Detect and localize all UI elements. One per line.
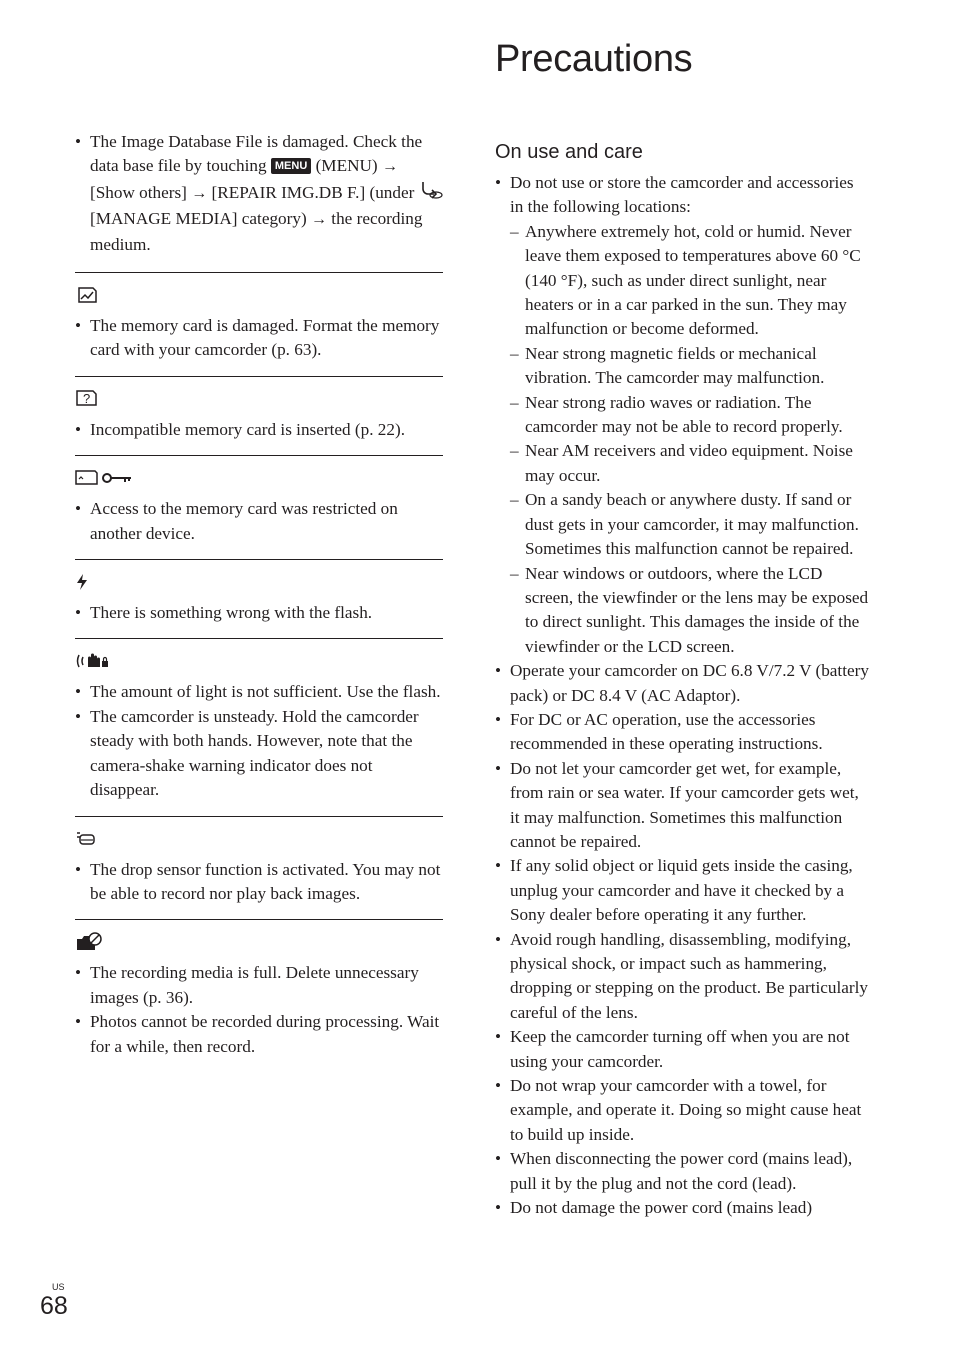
list-item: • The drop sensor function is activated. You may not be able to record nor play back images. bbox=[75, 858, 443, 907]
list-item: • Avoid rough handling, disassembling, modifying, physical shock, or impact such as hammering, dropping or stepping on the product. Be particularly careful of the lens. bbox=[495, 928, 869, 1026]
region-code: US bbox=[52, 1282, 65, 1292]
flash-icon bbox=[75, 570, 443, 593]
intro-text-4: [REPAIR IMG.DB F.] (under bbox=[211, 182, 415, 202]
list-item: • Do not damage the power cord (mains lead) bbox=[495, 1196, 869, 1220]
intro-text-2: (MENU) bbox=[315, 156, 378, 176]
list-item: • For DC or AC operation, use the accessories recommended in these operating instructions. bbox=[495, 708, 869, 757]
svg-text:?: ? bbox=[83, 391, 91, 407]
list-item bbox=[75, 130, 443, 257]
list-item: • When disconnecting the power cord (mains lead), pull it by the plug and not the cord (lead). bbox=[495, 1147, 869, 1196]
list-item: • Do not let your camcorder get wet, for example, from rain or sea water. If your camcorder gets wet, it may malfunction. Sometimes this malfunction cannot be repaired. bbox=[495, 757, 869, 855]
section-card-incompatible bbox=[75, 376, 443, 455]
sub-list-item: – Near AM receivers and video equipment. Noise may occur. bbox=[510, 439, 869, 488]
list-item: • Keep the camcorder turning off when you are not using your camcorder. bbox=[495, 1025, 869, 1074]
list-item: • The camcorder is unsteady. Hold the camcorder steady with both hands. However, note that the camera-shake warning indicator does not disappear. bbox=[75, 705, 443, 803]
list-item bbox=[495, 171, 869, 659]
arrow-right-icon: → bbox=[311, 211, 327, 229]
section-photo-full bbox=[75, 919, 443, 1072]
card-damaged-icon bbox=[75, 283, 443, 306]
list-item: • The amount of light is not sufficient. Use the flash. bbox=[75, 680, 443, 704]
list-item: • Access to the memory card was restricted on another device. bbox=[75, 497, 443, 546]
section-camera-shake bbox=[75, 638, 443, 815]
arrow-right-icon: → bbox=[191, 184, 208, 202]
list-item: • If any solid object or liquid gets inside the casing, unplug your camcorder and have it checked by a Sony dealer before operating it any further. bbox=[495, 854, 869, 927]
care-list bbox=[495, 171, 869, 1220]
locations-list bbox=[510, 220, 869, 659]
list-item: • There is something wrong with the flash. bbox=[75, 601, 443, 625]
sub-list-item: – Near strong magnetic fields or mechanical vibration. The camcorder may malfunction. bbox=[510, 342, 869, 391]
menu-button-icon: MENU bbox=[271, 158, 311, 174]
sub-list-item: – Near windows or outdoors, where the LCD screen, the viewfinder or the lens may be exposed to direct sunlight. This damages the inside of the viewfinder or the LCD screen. bbox=[510, 562, 869, 660]
sub-list-item: – Anywhere extremely hot, cold or humid. Never leave them exposed to temperatures above 60 °C (140 °F), such as under direct sunlight, near heaters or in a car parked in the sun. They may malfunction or become deformed. bbox=[510, 220, 869, 342]
arrow-right-icon: → bbox=[381, 158, 398, 176]
section-card-locked bbox=[75, 455, 443, 559]
list-item: • Incompatible memory card is inserted (p. 22). bbox=[75, 418, 443, 442]
sub-list-item: – Near strong radio waves or radiation. The camcorder may not be able to record properly. bbox=[510, 391, 869, 440]
intro-list bbox=[75, 130, 443, 257]
list-item: • The memory card is damaged. Format the memory card with your camcorder (p. 63). bbox=[75, 314, 443, 363]
list-item: • Operate your camcorder on DC 6.8 V/7.2 V (battery pack) or DC 8.4 V (AC Adaptor). bbox=[495, 659, 869, 708]
page-title: Precautions bbox=[495, 38, 693, 80]
intro-text-5: [MANAGE MEDIA] category) bbox=[90, 209, 307, 229]
intro-text-3: [Show others] bbox=[90, 182, 187, 202]
manage-media-icon bbox=[419, 180, 443, 207]
photo-full-icon bbox=[75, 930, 443, 953]
drop-sensor-icon bbox=[75, 827, 443, 850]
left-column bbox=[75, 130, 443, 1072]
list-item-text: Do not use or store the camcorder and accessories in the following locations: bbox=[510, 173, 854, 217]
sub-list-item: – On a sandy beach or anywhere dusty. If sand or dust gets in your camcorder, it may malfunction. Sometimes this malfunction cannot be repaired. bbox=[510, 488, 869, 561]
section-heading: On use and care bbox=[495, 141, 643, 163]
card-locked-icon bbox=[75, 466, 443, 489]
list-item: • Photos cannot be recorded during processing. Wait for a while, then record. bbox=[75, 1010, 443, 1059]
camera-shake-icon bbox=[75, 649, 443, 672]
right-column bbox=[495, 171, 869, 1220]
section-flash bbox=[75, 559, 443, 638]
section-card-damaged bbox=[75, 272, 443, 376]
section-drop-sensor bbox=[75, 816, 443, 920]
card-incompatible-icon bbox=[75, 387, 443, 410]
list-item: • Do not wrap your camcorder with a towel, for example, and operate it. Doing so might cause heat to build up inside. bbox=[495, 1074, 869, 1147]
intro-text-6: the recording medium. bbox=[90, 209, 423, 254]
list-item: • The recording media is full. Delete unnecessary images (p. 36). bbox=[75, 961, 443, 1010]
page-number: 68 bbox=[40, 1292, 68, 1320]
page-footer bbox=[40, 1282, 68, 1320]
intro-text-1: The Image Database File is damaged. Check the data base file by touching bbox=[90, 132, 423, 176]
